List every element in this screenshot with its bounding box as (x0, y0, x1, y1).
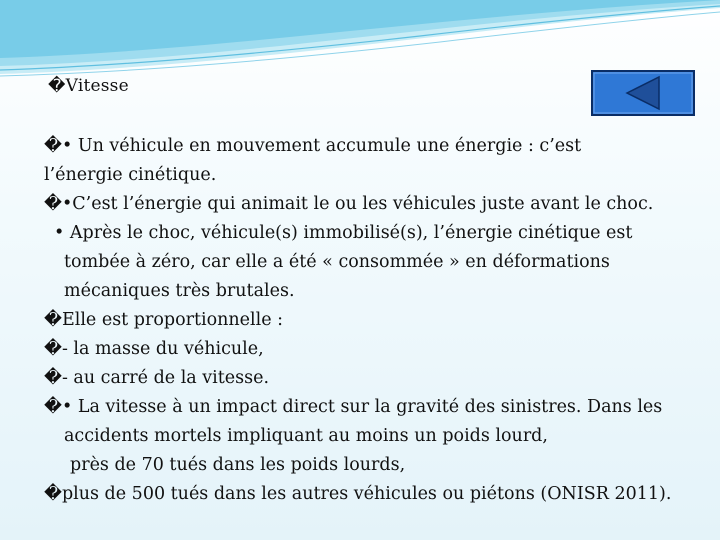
body-line: près de 70 tués dans les poids lourds, (70, 455, 406, 475)
body-line: • Après le choc, véhicule(s) immobilisé(s), l’énergie cinétique est (54, 223, 633, 243)
body-line: �•C’est l’énergie qui animait le ou les véhicules juste avant le choc. (44, 194, 654, 214)
body-line: l’énergie cinétique. (44, 165, 217, 185)
body-line: �• Un véhicule en mouvement accumule une énergie : c’est (44, 136, 582, 156)
body-line: mécaniques très brutales. (64, 281, 295, 301)
body-line: �plus de 500 tués dans les autres véhicules ou piétons (ONISR 2011). (44, 484, 672, 504)
back-button[interactable] (591, 70, 695, 116)
body-line: �• La vitesse à un impact direct sur la gravité des sinistres. Dans les (44, 397, 663, 417)
slide-body (44, 132, 704, 509)
title-text: Vitesse (65, 76, 129, 96)
title-bullet: � (48, 76, 66, 96)
body-line: accidents mortels impliquant au moins un poids lourd, (64, 426, 548, 446)
body-line: �Elle est proportionnelle : (44, 310, 284, 330)
body-line: tombée à zéro, car elle a été « consommée » en déformations (64, 252, 610, 272)
body-line: �- la masse du véhicule, (44, 339, 264, 359)
body-line: �- au carré de la vitesse. (44, 368, 270, 388)
triangle-left-icon (593, 72, 693, 114)
slide-title (48, 76, 129, 96)
